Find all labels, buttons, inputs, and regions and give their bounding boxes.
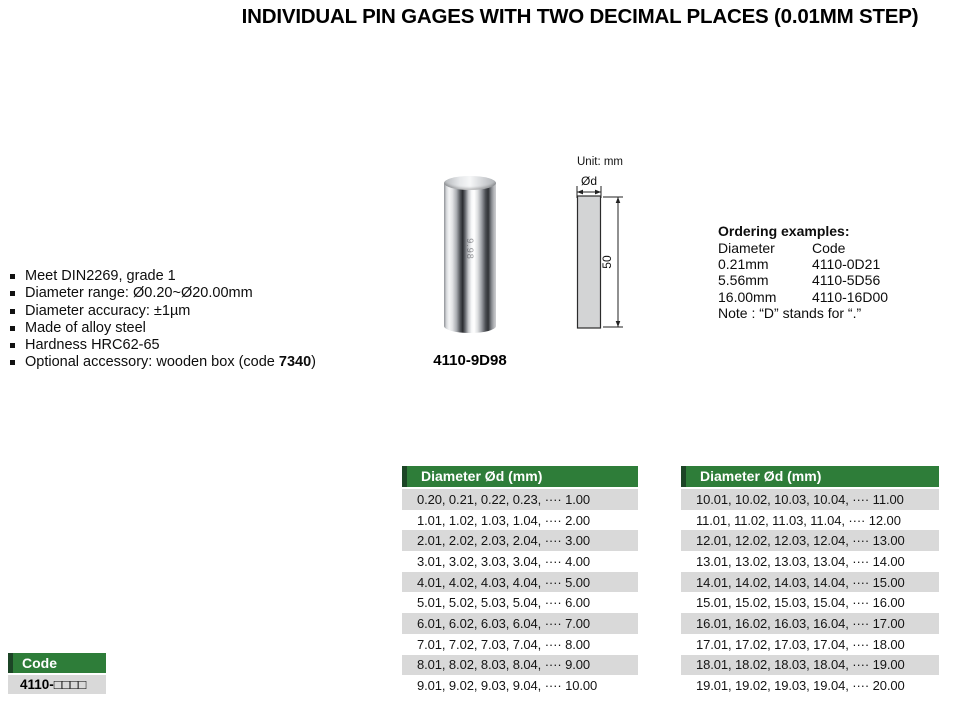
diameter-table-2	[681, 466, 939, 696]
feature-text: Meet DIN2269, grade 1	[25, 268, 176, 284]
product-model-label: 4110-9D98	[433, 352, 507, 369]
table-row: 0.20, 0.21, 0.22, 0.23, ···· 1.00	[402, 489, 638, 510]
square-bullet-icon	[10, 360, 15, 365]
feature-text: Diameter range: Ø0.20~Ø20.00mm	[25, 285, 253, 302]
ordering-diameter: 16.00mm	[718, 288, 777, 305]
square-bullet-icon	[10, 291, 15, 296]
feature-list	[8, 268, 316, 372]
list-item	[8, 337, 316, 354]
feature-text: Hardness HRC62-65	[25, 337, 160, 354]
table-row: 1.01, 1.02, 1.03, 1.04, ···· 2.00	[402, 510, 638, 531]
table-row: 19.01, 19.02, 19.03, 19.04, ···· 20.00	[681, 675, 939, 696]
table-row: 7.01, 7.02, 7.03, 7.04, ···· 8.00	[402, 634, 638, 655]
feature-text: Diameter accuracy: ±1µm	[25, 302, 191, 319]
table-row: 12.01, 12.02, 12.03, 12.04, ···· 13.00	[681, 530, 939, 551]
ordering-col-header: Diameter	[718, 240, 775, 256]
ordering-examples	[718, 223, 888, 321]
list-item	[8, 354, 316, 371]
code-pattern: 4110-□□□□	[8, 675, 106, 694]
pin-gage-photo	[444, 183, 496, 333]
ordering-diameter: 0.21mm	[718, 256, 769, 273]
feature-text: Optional accessory: wooden box (code 7340)	[25, 354, 317, 371]
ordering-diameter: 5.56mm	[718, 272, 769, 289]
list-item	[8, 303, 316, 320]
table-row: 11.01, 11.02, 11.03, 11.04, ···· 12.00	[681, 510, 939, 531]
pin-engraving: 9.98	[465, 238, 475, 260]
ordering-heading: Ordering examples:	[718, 223, 850, 239]
ordering-col-header: Code	[812, 240, 846, 256]
list-item	[8, 285, 316, 302]
table-row: 14.01, 14.02, 14.03, 14.04, ···· 15.00	[681, 572, 939, 593]
table-body	[402, 489, 638, 696]
diameter-table-1	[402, 466, 638, 696]
ordering-code: 4110-5D56	[812, 272, 881, 289]
table-row: 17.01, 17.02, 17.03, 17.04, ···· 18.00	[681, 634, 939, 655]
square-bullet-icon	[10, 274, 15, 279]
table-header: Diameter Ød (mm)	[402, 466, 638, 487]
table-row: 6.01, 6.02, 6.03, 6.04, ···· 7.00	[402, 613, 638, 634]
table-row: 9.01, 9.02, 9.03, 9.04, ···· 10.00	[402, 675, 638, 696]
ordering-table	[718, 240, 888, 305]
pin-outline-rect	[578, 196, 601, 328]
diameter-dim-label: Ød	[580, 174, 598, 188]
page-title: INDIVIDUAL PIN GAGES WITH TWO DECIMAL PLACES (0.01MM STEP)	[241, 5, 919, 28]
ordering-note: Note : “D” stands for “.”	[718, 304, 862, 321]
table-row: 10.01, 10.02, 10.03, 10.04, ···· 11.00	[681, 489, 939, 510]
table-header: Diameter Ød (mm)	[681, 466, 939, 487]
list-item	[8, 320, 316, 337]
table-row: 16.01, 16.02, 16.03, 16.04, ···· 17.00	[681, 613, 939, 634]
unit-label: Unit: mm	[577, 156, 623, 168]
table-row: 3.01, 3.02, 3.03, 3.04, ···· 4.00	[402, 551, 638, 572]
dimension-drawing	[572, 172, 628, 336]
length-dim-label: 50	[600, 255, 614, 269]
table-row: 2.01, 2.02, 2.03, 2.04, ···· 3.00	[402, 530, 638, 551]
square-bullet-icon	[10, 309, 15, 314]
table-row: 18.01, 18.02, 18.03, 18.04, ···· 19.00	[681, 655, 939, 676]
code-header: Code	[8, 653, 106, 673]
table-row: 5.01, 5.02, 5.03, 5.04, ···· 6.00	[402, 592, 638, 613]
accessory-code: 7340	[278, 354, 312, 371]
ordering-code: 4110-0D21	[812, 256, 881, 273]
list-item	[8, 268, 316, 285]
table-row: 8.01, 8.02, 8.03, 8.04, ···· 9.00	[402, 655, 638, 676]
square-bullet-icon	[10, 343, 15, 348]
pin-gage-photo-top	[444, 176, 496, 190]
code-block	[8, 653, 106, 694]
table-row: 4.01, 4.02, 4.03, 4.04, ···· 5.00	[402, 572, 638, 593]
table-body	[681, 489, 939, 696]
feature-text: Made of alloy steel	[25, 319, 146, 336]
square-bullet-icon	[10, 326, 15, 331]
table-row: 15.01, 15.02, 15.03, 15.04, ···· 16.00	[681, 592, 939, 613]
ordering-code: 4110-16D00	[812, 288, 889, 305]
table-row: 13.01, 13.02, 13.03, 13.04, ···· 14.00	[681, 551, 939, 572]
